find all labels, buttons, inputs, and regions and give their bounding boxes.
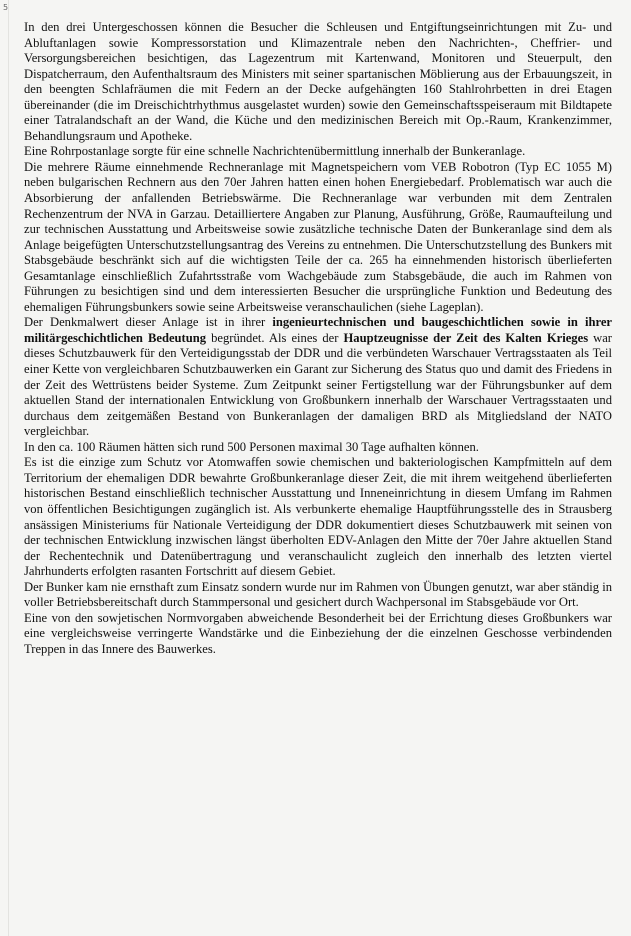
text-run: Die mehrere Räume einnehmende Rechneranlage mit Magnetspeichern vom VEB Robotron (Typ EC 1055 M) neben bulgarischen Rechnern aus den 70er Jahren hatten einen hohen Energiebedarf. Problematisch war auch die Absorbierung der anfallenden Betriebswärme. Die Rechneranlage war verbunden mit dem Zentralen Rechenzentrum der NVA in Garzau. Detailliertere Angaben zur Planung, Ausführung, Größe, Raumaufteilung und zur technischen Ausstattung und Arbeitsweise sowie zusätzliche technische Daten der Bunkeranlage sind dem als Anlage beigefügten Unterschutzstellungsantrag des Vereins zu entnehmen. Die Unterschutzstellung des Bunkers mit Stabsgebäude beschränkt sich auf die wichtigsten Teile der ca. 265 ha einnehmenden historisch überlieferten Gesamtanlage einschließlich Zufahrtsstraße vom Wachgebäude zum Stabsgebäude, die auch im Rahmen von Führungen zu besichtigen sind und dem interessierten Besucher die ursprüngliche Funktion und Bedeutung des ehemaligen Führungsbunkers sowie seine Arbeitsweise veranschaulichen (siehe Lageplan). — [24, 159, 612, 314]
paragraph — [24, 580, 612, 611]
text-run: Der Denkmalwert dieser Anlage ist in ihrer — [24, 315, 273, 330]
text-run: In den ca. 100 Räumen hätten sich rund 500 Personen maximal 30 Tage aufhalten können. — [24, 439, 479, 454]
text-run: Eine Rohrpostanlage sorgte für eine schnelle Nachrichtenübermittlung innerhalb der Bunkeranlage. — [24, 144, 526, 159]
paragraph — [24, 144, 612, 160]
text-run: In den drei Untergeschossen können die Besucher die Schleusen und Entgiftungseinrichtungen mit Zu- und Abluftanlagen sowie Kompressorstation und Klimazentrale neben den Nachrichten-, Cheffrier- und Versorgungsbereichen besichtigen, das Lagezentrum mit Kartenwand, Monitoren und Steuerpult, den Dispatcherraum, den Aufenthaltsraum des Ministers mit seiner spartanischen Möblierung aus der Erbauungszeit, in den beengten Schlafräumen die mit Federn an der Decke aufgehängten 160 Stahlrohrbetten in drei Etagen übereinander (die im Dreischichtrhythmus ausgelastet wurden) sowie den Gemeinschaftsspeiseraum mit Bildtapete einer Tatralandschaft an der Wand, die Küche und den medizinischen Bereich mit Op.-Raum, Krankenzimmer, Behandlungsraum und Apotheke. — [24, 20, 612, 143]
scan-edge — [8, 0, 9, 936]
text-run: Der Bunker kam nie ernsthaft zum Einsatz sondern wurde nur im Rahmen von Übungen genutzt, war aber ständig in voller Betriebsbereitschaft durch Stammpersonal und gesichert durch Wachpersonal im Stabsgebäude vor Ort. — [24, 579, 612, 610]
bold-text: ingenieurtechnischen und baugeschichtlichen sowie in ihrer militärgeschichtlichen Bedeutung — [24, 315, 612, 345]
paragraph — [24, 611, 612, 658]
paragraph — [24, 440, 612, 456]
text-run: Eine von den sowjetischen Normvorgaben abweichende Besonderheit bei der Errichtung dieses Großbunkers war eine vergleichsweise verringerte Wandstärke und die Einbeziehung der die einzelnen Geschosse verbindenden Treppen in das Innere des Bauwerkes. — [24, 610, 612, 656]
paragraph — [24, 455, 612, 579]
paragraph — [24, 160, 612, 315]
paragraph — [24, 315, 612, 439]
document-body — [24, 20, 612, 657]
bold-text: Hauptzeugnisse der Zeit des Kalten Krieges — [343, 330, 589, 345]
text-run: Es ist die einzige zum Schutz vor Atomwaffen sowie chemischen und bakteriologischen Kampfmitteln auf dem Territorium der ehemaligen DDR bewahrte Großbunkeranlage dieser Zeit, die mit ihrem weitgehend überlieferten historischen Bestand einschließlich technischer Ausstattung und Inneneinrichtung in diesem Umfang im Rahmen von öffentlichen Besichtigungen zugänglich ist. Als verbunkerte ehemalige Hauptführungsstelle des in Strausberg ansässigen Ministeriums für Nationale Verteidigung der DDR dokumentiert dieses Schutzbauwerk mit seinen von der technischen Entwicklung inzwischen längst überholten EDV-Anlagen den Mitte der 70er Jahre aktuellen Stand der Rechentechnik und Datenübertragung und veranschaulicht zugleich den innerhalb des letzten viertel Jahrhunderts erfolgten rasanten Fortschritt auf diesem Gebiet. — [24, 455, 612, 579]
text-run: war dieses Schutzbauwerk für den Verteidigungsstab der DDR und die verbündeten Warschauer Vertragsstaaten als Teil einer Kette von vergleichbaren Schutzbauwerken ein Garant zur Sicherung des Status quo und damit des Friedens in der Zeit des Wettrüstens beider Systeme. Zum Zeitpunkt seiner Fertigstellung war der Führungsbunker auf dem aktuellen Stand der internationalen Entwicklung von Großbunkern innerhalb der Warschauer Vertragsstaaten und durchaus dem zeitgemäßen Bestand von Bunkeranlagen der damaligen BRD als Mitgliedsland der NATO vergleichbar. — [24, 330, 613, 439]
page-number: 5 — [3, 3, 9, 12]
paragraph — [24, 20, 612, 144]
text-run: begründet. Als eines der — [206, 330, 344, 345]
